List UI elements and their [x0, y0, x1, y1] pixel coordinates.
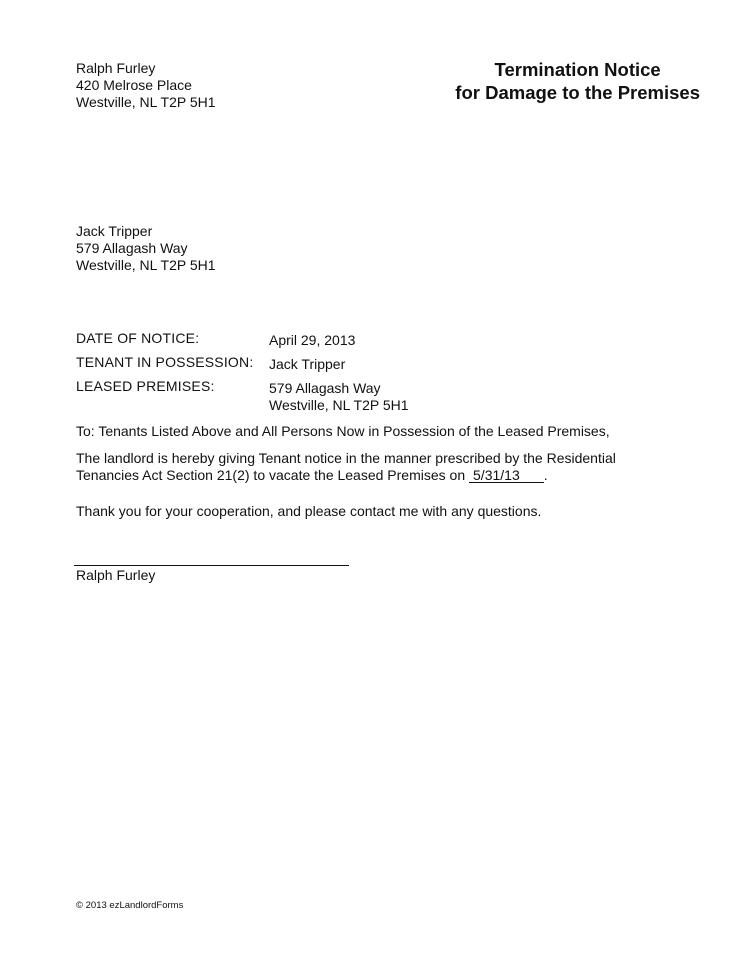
- tenant-in-possession-label: TENANT IN POSSESSION:: [76, 354, 254, 370]
- copyright-footer: © 2013 ezLandlordForms: [76, 900, 184, 911]
- document-title: [455, 58, 700, 104]
- sender-name: Ralph Furley: [76, 60, 156, 76]
- notice-paragraph: [76, 450, 616, 484]
- notice-line-2-prefix: Tenancies Act Section 21(2) to vacate the Leased Premises on: [76, 467, 466, 483]
- recipient-name: Jack Tripper: [76, 223, 153, 239]
- date-of-notice-value: April 29, 2013: [269, 332, 356, 348]
- notice-line-2-suffix: .: [543, 467, 548, 483]
- sender-street: 420 Melrose Place: [76, 77, 192, 93]
- vacate-date-field: 5/31/13: [469, 468, 544, 483]
- tenant-in-possession-value: Jack Tripper: [269, 356, 346, 372]
- date-of-notice-label: DATE OF NOTICE:: [76, 330, 200, 346]
- closing-paragraph: Thank you for your cooperation, and please contact me with any questions.: [76, 503, 542, 519]
- leased-premises-city: Westville, NL T2P 5H1: [269, 397, 409, 413]
- recipient-address-block: [76, 223, 216, 274]
- title-line-2: for Damage to the Premises: [455, 82, 700, 103]
- notice-line-2: [76, 467, 616, 484]
- leased-premises-street: 579 Allagash Way: [269, 380, 381, 396]
- title-line-1: Termination Notice: [494, 59, 661, 80]
- leased-premises-value: [269, 380, 409, 414]
- recipient-street: 579 Allagash Way: [76, 240, 188, 256]
- notice-line-1: The landlord is hereby giving Tenant notice in the manner prescribed by the Residential: [76, 450, 616, 466]
- leased-premises-label: LEASED PREMISES:: [76, 378, 215, 394]
- signature-line: [74, 565, 349, 566]
- signature-name: Ralph Furley: [76, 567, 156, 583]
- sender-city: Westville, NL T2P 5H1: [76, 94, 216, 110]
- recipient-city: Westville, NL T2P 5H1: [76, 257, 216, 273]
- salutation-paragraph: To: Tenants Listed Above and All Persons Now in Possession of the Leased Premises,: [76, 423, 610, 439]
- sender-address-block: [76, 60, 216, 111]
